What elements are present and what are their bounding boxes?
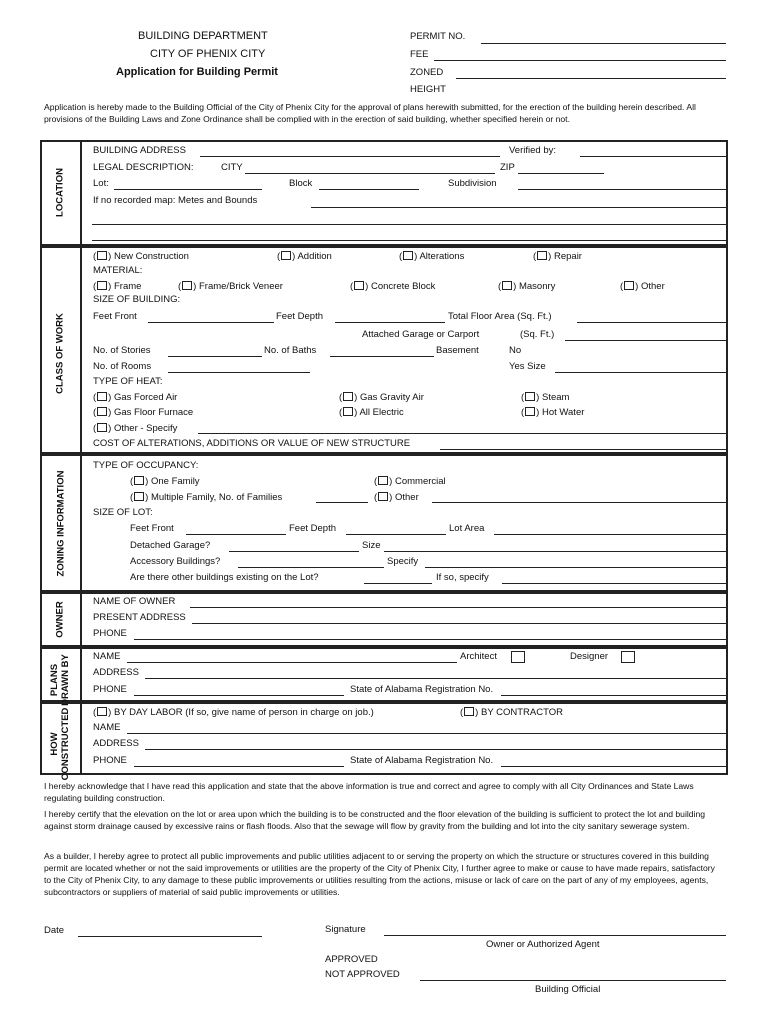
heat-other-label: Other - Specify xyxy=(113,423,178,434)
material-label: MATERIAL: xyxy=(93,265,143,276)
basement-no-label: No xyxy=(509,345,522,356)
hot-water-option[interactable]: ( ) Hot Water xyxy=(521,407,585,418)
feet-depth-label: Feet Depth xyxy=(276,311,323,322)
garage-sqft-label: (Sq. Ft.) xyxy=(520,329,555,340)
multiple-family-label: Multiple Family, No. of Families xyxy=(150,492,283,503)
plans-name-field[interactable] xyxy=(127,662,457,663)
gas-floor-furnace-checkbox[interactable] xyxy=(97,407,107,416)
permit-no-label: PERMIT NO. xyxy=(410,31,466,42)
elevation-certification-text: I hereby certify that the elevation on the lot or area upon which the building is to be constructed and the floor elevation of the building is sufficient to protect the lot and building against storm drainage caused by excessive rains or flash floods. Also that the sewage will flow by gravity from the building and lot into the city sanitary sewerage system. xyxy=(44,809,706,831)
how-address-label: ADDRESS xyxy=(93,738,139,749)
plans-name-label: NAME xyxy=(93,651,121,662)
one-family-label: One Family xyxy=(150,476,200,487)
occupancy-other-label: Other xyxy=(394,492,419,503)
builder-agreement-text: As a builder, I hereby agree to protect all public improvements and public utilities adjacent to or serving the property on which the structure or structures covered in this building permit are located whether or not the said improvements or utilities are the property of the City of Phenix City, I further agree to make or cause to have made repairs, satisfactory to the City of Phenix City, to any damage to these public improvements or utilities resulting from the actions, misuse or lack of care on the part of any of my employees, agents, subcontractors or suppliers of material of said public improvements or utilities. xyxy=(44,851,715,897)
how-name-field[interactable] xyxy=(127,733,726,734)
material-other-option[interactable]: ( ) Other xyxy=(620,281,665,292)
signature-field[interactable] xyxy=(384,935,726,936)
official-signature-field[interactable] xyxy=(420,980,726,981)
lot-field[interactable] xyxy=(114,189,262,190)
detached-garage-field[interactable] xyxy=(229,551,359,552)
frame-brick-option[interactable]: ( ) Frame/Brick Veneer xyxy=(178,281,283,292)
not-approved-label: NOT APPROVED xyxy=(325,969,400,980)
lot-feet-depth-label: Feet Depth xyxy=(289,523,336,534)
frame-brick-label: Frame/Brick Veneer xyxy=(198,281,283,292)
plans-phone-label: PHONE xyxy=(93,684,127,695)
how-registration-field[interactable] xyxy=(501,766,726,767)
lot-label: Lot: xyxy=(93,178,109,189)
signature-label: Signature xyxy=(325,924,366,935)
lot-feet-front-label: Feet Front xyxy=(130,523,174,534)
basement-yes-size-label: Yes Size xyxy=(509,361,546,372)
acknowledgement-text: I hereby acknowledge that I have read this application and state that the above information is true and correct and agree to comply with all City Ordinances and State Laws regulating building construction. xyxy=(44,781,694,803)
building-address-field[interactable] xyxy=(200,156,500,157)
plans-address-field[interactable] xyxy=(145,678,726,679)
owner-name-label: NAME OF OWNER xyxy=(93,596,176,607)
no-baths-label: No. of Baths xyxy=(264,345,317,356)
commercial-label: Commercial xyxy=(394,476,446,487)
commercial-checkbox[interactable] xyxy=(378,476,388,485)
steam-checkbox[interactable] xyxy=(525,392,535,401)
gas-forced-air-label: Gas Forced Air xyxy=(113,392,178,403)
block-field[interactable] xyxy=(319,189,419,190)
type-of-occupancy-label: TYPE OF OCCUPANCY: xyxy=(93,460,199,471)
cost-field[interactable] xyxy=(440,449,726,450)
day-labor-checkbox[interactable] xyxy=(97,707,107,716)
lot-feet-depth-field[interactable] xyxy=(346,534,446,535)
form-title: Application for Building Permit xyxy=(116,66,278,78)
no-rooms-field[interactable] xyxy=(168,372,310,373)
concrete-block-label: Concrete Block xyxy=(370,281,436,292)
class-label-divider xyxy=(80,246,82,454)
garage-size-label: Size xyxy=(362,540,381,551)
gas-forced-air-checkbox[interactable] xyxy=(97,392,107,401)
addition-option[interactable]: ( ) Addition xyxy=(277,251,332,262)
frame-checkbox[interactable] xyxy=(97,281,107,290)
verified-by-label: Verified by: xyxy=(509,145,556,156)
owner-address-field[interactable] xyxy=(192,623,726,624)
no-rooms-label: No. of Rooms xyxy=(93,361,152,372)
owner-address-label: PRESENT ADDRESS xyxy=(93,612,186,623)
no-baths-field[interactable] xyxy=(330,356,434,357)
designer-label: Designer xyxy=(570,651,609,662)
subdivision-field[interactable] xyxy=(518,189,726,190)
how-label-line2: CONSTRUCTED xyxy=(60,707,71,781)
repair-option[interactable]: ( ) Repair xyxy=(533,251,582,262)
owner-section-label: OWNER xyxy=(54,601,66,638)
date-label: Date xyxy=(44,925,65,936)
zoned-label: ZONED xyxy=(410,67,444,78)
accessory-buildings-field[interactable] xyxy=(238,567,384,568)
alterations-checkbox[interactable] xyxy=(403,251,413,260)
legal-description-label: LEGAL DESCRIPTION: xyxy=(93,162,194,173)
occupancy-other-option[interactable]: ( ) Other xyxy=(374,492,419,503)
city-heading: CITY OF PHENIX CITY xyxy=(150,48,266,60)
repair-checkbox[interactable] xyxy=(537,251,547,260)
all-electric-label: All Electric xyxy=(359,407,404,418)
size-of-building-label: SIZE OF BUILDING: xyxy=(93,294,181,305)
owner-phone-field[interactable] xyxy=(134,639,726,640)
gas-gravity-air-checkbox[interactable] xyxy=(343,392,353,401)
how-label-line1: HOW xyxy=(49,732,60,756)
plans-address-label: ADDRESS xyxy=(93,667,139,678)
all-electric-checkbox[interactable] xyxy=(343,407,353,416)
cost-label: COST OF ALTERATIONS, ADDITIONS OR VALUE OF NEW STRUCTURE xyxy=(93,438,411,449)
material-other-checkbox[interactable] xyxy=(624,281,634,290)
day-labor-label: BY DAY LABOR (If so, give name of person in charge on job.) xyxy=(113,707,374,718)
masonry-checkbox[interactable] xyxy=(502,281,512,290)
plans-registration-label: State of Alabama Registration No. xyxy=(350,684,494,695)
occupancy-other-checkbox[interactable] xyxy=(378,492,388,501)
concrete-block-checkbox[interactable] xyxy=(354,281,364,290)
owner-phone-label: PHONE xyxy=(93,628,127,639)
alterations-option[interactable]: ( ) Alterations xyxy=(399,251,465,262)
no-of-families-field[interactable] xyxy=(316,502,368,503)
multiple-family-checkbox[interactable] xyxy=(134,492,144,501)
designer-checkbox[interactable] xyxy=(621,651,635,663)
concrete-block-option[interactable]: ( ) Concrete Block xyxy=(350,281,436,292)
gas-floor-furnace-option[interactable]: ( ) Gas Floor Furnace xyxy=(93,407,194,418)
department-heading: BUILDING DEPARTMENT xyxy=(138,30,268,42)
class-of-work-section-label: CLASS OF WORK xyxy=(54,313,66,394)
how-phone-label: PHONE xyxy=(93,755,127,766)
zoning-label-divider xyxy=(80,454,82,592)
gas-floor-furnace-label: Gas Floor Furnace xyxy=(113,407,194,418)
location-label-divider xyxy=(80,140,82,246)
how-address-field[interactable] xyxy=(145,749,726,750)
multiple-family-option[interactable]: ( ) Multiple Family, No. of Families xyxy=(130,492,283,503)
architect-label: Architect xyxy=(460,651,497,662)
other-buildings-field[interactable] xyxy=(364,583,432,584)
other-buildings-label: Are there other buildings existing on the Lot? xyxy=(130,572,319,583)
garage-sqft-field[interactable] xyxy=(565,340,726,341)
material-other-label: Other xyxy=(640,281,665,292)
addition-checkbox[interactable] xyxy=(281,251,291,260)
block-label: Block xyxy=(289,178,313,189)
day-labor-option[interactable]: ( ) BY DAY LABOR (If so, give name of person in charge on job.) xyxy=(93,707,374,718)
plans-phone-field[interactable] xyxy=(134,695,344,696)
zip-field[interactable] xyxy=(518,173,604,174)
gas-gravity-air-label: Gas Gravity Air xyxy=(359,392,424,403)
plans-label-divider xyxy=(80,647,82,702)
feet-front-field[interactable] xyxy=(148,322,274,323)
zip-label: ZIP xyxy=(500,162,515,173)
hot-water-label: Hot Water xyxy=(541,407,585,418)
how-registration-label: State of Alabama Registration No. xyxy=(350,755,494,766)
masonry-label: Masonry xyxy=(518,281,556,292)
lot-area-field[interactable] xyxy=(494,534,726,535)
basement-label: Basement xyxy=(436,345,479,356)
all-electric-option[interactable]: ( ) All Electric xyxy=(339,407,404,418)
metes-bounds-label: If no recorded map: Metes and Bounds xyxy=(93,195,258,206)
feet-depth-field[interactable] xyxy=(335,322,445,323)
fee-field[interactable] xyxy=(434,60,726,61)
if-so-specify-label: If so, specify xyxy=(436,572,489,583)
if-so-specify-field[interactable] xyxy=(502,583,726,584)
masonry-option[interactable]: ( ) Masonry xyxy=(498,281,556,292)
feet-front-label: Feet Front xyxy=(93,311,137,322)
heat-other-field[interactable] xyxy=(198,433,726,434)
permit-no-field[interactable] xyxy=(481,43,726,44)
accessory-specify-label: Specify xyxy=(387,556,419,567)
addition-label: Addition xyxy=(297,251,332,262)
accessory-buildings-label: Accessory Buildings? xyxy=(130,556,221,567)
total-floor-area-label: Total Floor Area (Sq. Ft.) xyxy=(448,311,552,322)
plans-label-line2: DRAWN BY xyxy=(60,654,71,706)
new-construction-checkbox[interactable] xyxy=(97,251,107,260)
steam-label: Steam xyxy=(541,392,570,403)
by-contractor-option[interactable]: ( ) BY CONTRACTOR xyxy=(460,707,563,718)
zoned-field[interactable] xyxy=(456,78,726,79)
lot-area-label: Lot Area xyxy=(449,523,485,534)
location-section-label: LOCATION xyxy=(54,168,66,217)
occupancy-other-field[interactable] xyxy=(432,502,726,503)
metes-bounds-field[interactable] xyxy=(311,207,726,208)
commercial-option[interactable]: ( ) Commercial xyxy=(374,476,446,487)
city-field[interactable] xyxy=(245,173,495,174)
frame-label: Frame xyxy=(113,281,142,292)
height-label: HEIGHT xyxy=(410,84,446,95)
building-official-caption: Building Official xyxy=(535,984,601,995)
new-construction-label: New Construction xyxy=(113,251,189,262)
heat-other-checkbox[interactable] xyxy=(97,423,107,432)
total-floor-area-field[interactable] xyxy=(577,322,726,323)
owner-agent-caption: Owner or Authorized Agent xyxy=(486,939,600,950)
basement-size-field[interactable] xyxy=(555,372,726,373)
gas-gravity-air-option[interactable]: ( ) Gas Gravity Air xyxy=(339,392,424,403)
how-constructed-section-label xyxy=(49,699,71,789)
frame-brick-checkbox[interactable] xyxy=(182,281,192,290)
gas-forced-air-option[interactable]: ( ) Gas Forced Air xyxy=(93,392,178,403)
owner-label-divider xyxy=(80,592,82,647)
owner-name-field[interactable] xyxy=(190,607,726,608)
zoning-section-label: ZONING INFORMATION xyxy=(55,470,67,577)
frame-option[interactable]: ( ) Frame xyxy=(93,281,142,292)
intro-text: Application is hereby made to the Building Official of the City of Phenix City for the approval of plans herewith submitted, for the erection of the building herein described. All provisions of the Building Laws and Zone Ordinance shall be complied with in the erection of said building, whether specified herein or not. xyxy=(44,102,696,124)
accessory-specify-field[interactable] xyxy=(425,567,726,568)
new-construction-option[interactable]: ( ) New Construction xyxy=(93,251,189,262)
hot-water-checkbox[interactable] xyxy=(525,407,535,416)
verified-by-field[interactable] xyxy=(580,156,726,157)
lot-feet-front-field[interactable] xyxy=(186,534,286,535)
one-family-checkbox[interactable] xyxy=(134,476,144,485)
plans-registration-field[interactable] xyxy=(501,695,726,696)
how-name-label: NAME xyxy=(93,722,121,733)
how-label-divider xyxy=(80,702,82,775)
architect-checkbox[interactable] xyxy=(511,651,525,663)
fee-label: FEE xyxy=(410,49,429,60)
building-address-label: BUILDING ADDRESS xyxy=(93,145,186,156)
subdivision-label: Subdivision xyxy=(448,178,497,189)
by-contractor-checkbox[interactable] xyxy=(464,707,474,716)
garage-size-field[interactable] xyxy=(384,551,726,552)
steam-option[interactable]: ( ) Steam xyxy=(521,392,570,403)
how-phone-field[interactable] xyxy=(134,766,344,767)
approved-label: APPROVED xyxy=(325,954,378,965)
one-family-option[interactable]: ( ) One Family xyxy=(130,476,200,487)
city-label: CITY xyxy=(221,162,243,173)
metes-bounds-line-3[interactable] xyxy=(92,240,726,241)
heat-other-option[interactable]: ( ) Other - Specify xyxy=(93,423,178,434)
metes-bounds-line-2[interactable] xyxy=(92,224,726,225)
size-of-lot-label: SIZE OF LOT: xyxy=(93,507,153,518)
no-stories-label: No. of Stories xyxy=(93,345,151,356)
by-contractor-label: BY CONTRACTOR xyxy=(480,707,563,718)
attached-garage-label: Attached Garage or Carport xyxy=(362,329,480,340)
plans-label-line1: PLANS xyxy=(49,663,60,697)
repair-label: Repair xyxy=(553,251,582,262)
date-field[interactable] xyxy=(78,936,262,937)
detached-garage-label: Detached Garage? xyxy=(130,540,211,551)
type-of-heat-label: TYPE OF HEAT: xyxy=(93,376,163,387)
alterations-label: Alterations xyxy=(419,251,465,262)
no-stories-field[interactable] xyxy=(168,356,262,357)
